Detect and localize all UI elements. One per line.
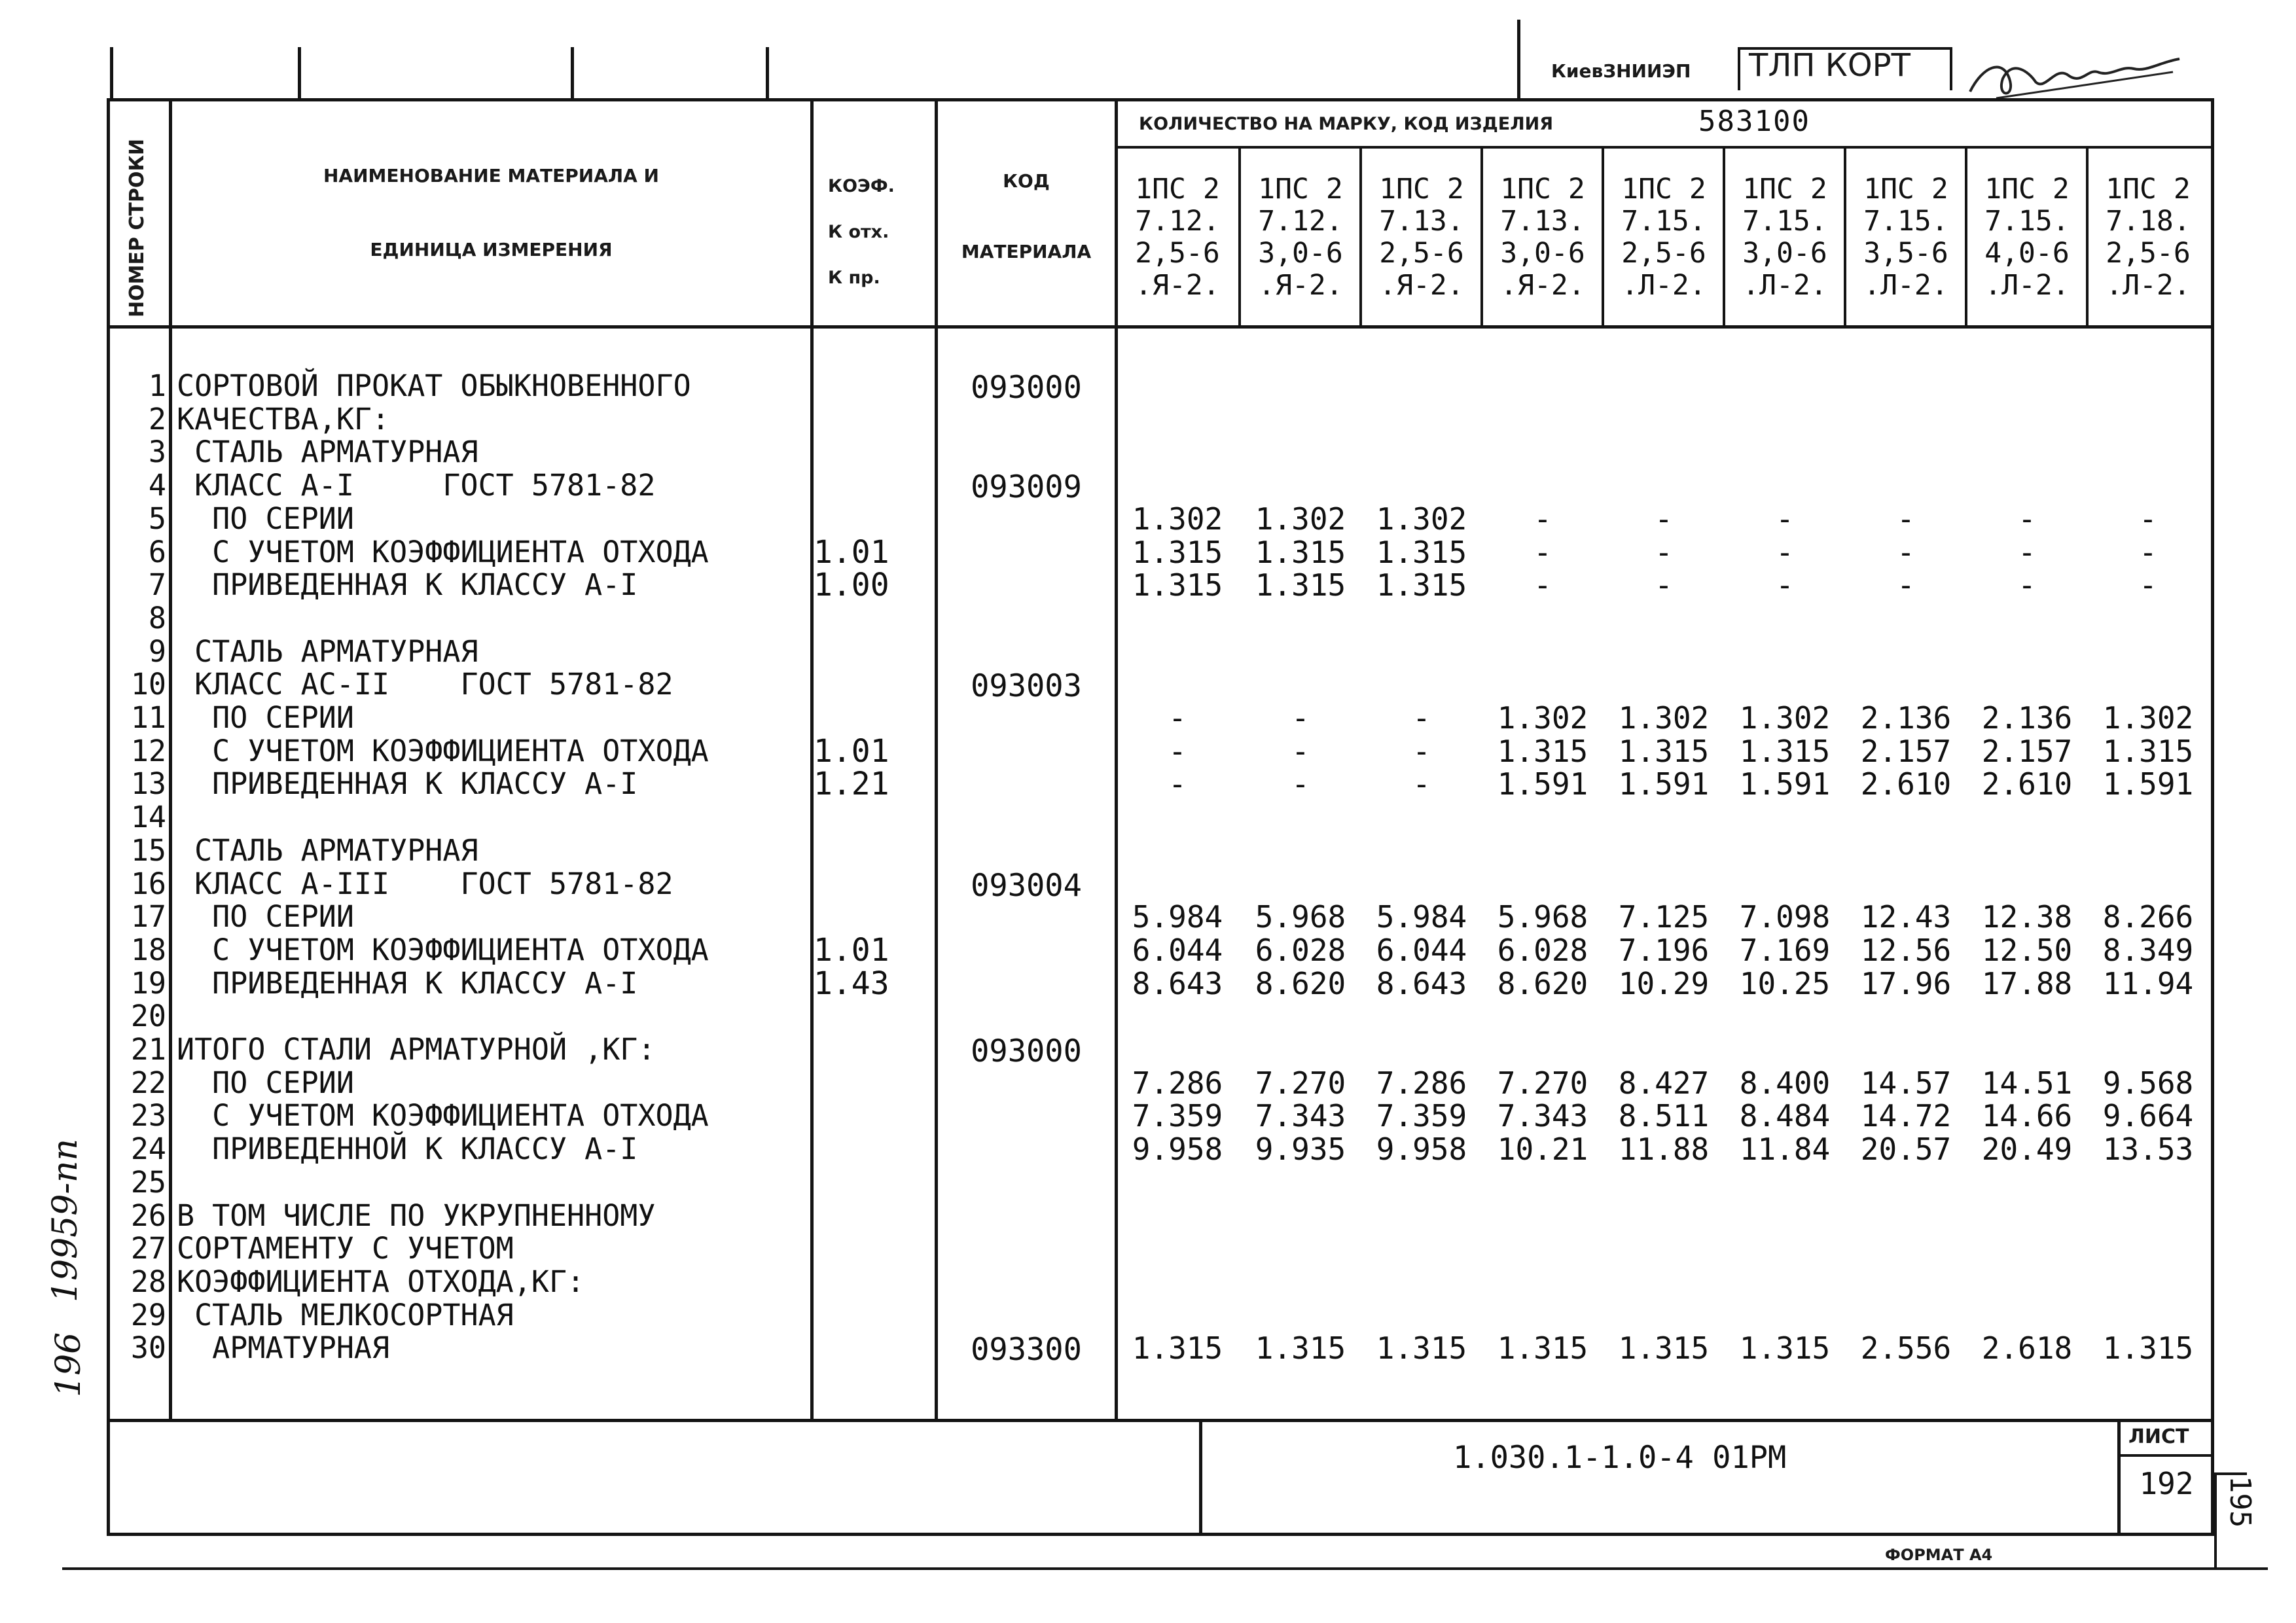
row-number: 28 <box>130 1264 166 1299</box>
row-number: 17 <box>130 899 166 934</box>
row-value: 1.315 <box>1376 1330 1467 1366</box>
row-material-code: 093300 <box>971 1332 1082 1368</box>
row-value: 14.66 <box>1981 1098 2073 1133</box>
row-value: 7.125 <box>1618 899 1710 935</box>
row-coefficient: 1.01 <box>814 534 889 571</box>
row-value: 1.302 <box>1376 501 1467 537</box>
row-value: - <box>2139 567 2157 603</box>
row-value: 20.49 <box>1981 1132 2073 1167</box>
column-header: 1ПС 2 7.15. 2,5-6 .Л-2. <box>1621 173 1706 302</box>
row-value: 2.610 <box>1981 766 2073 802</box>
row-number: 15 <box>130 833 166 868</box>
row-description: КЛАСС А-III ГОСТ 5781-82 <box>177 866 673 901</box>
margin-page: 196 <box>49 1332 88 1397</box>
row-description: ПО СЕРИИ <box>177 501 354 536</box>
column-header: 1ПС 2 7.13. 3,0-6 .Я-2. <box>1500 173 1585 302</box>
row-value: 9.568 <box>2102 1065 2194 1101</box>
row-value: 9.958 <box>1376 1132 1467 1167</box>
row-value: 7.196 <box>1618 933 1710 968</box>
row-value: 14.72 <box>1860 1098 1952 1133</box>
row-value: 1.315 <box>1376 535 1467 570</box>
product-code: 583100 <box>1698 105 1810 138</box>
row-material-code: 093003 <box>971 668 1082 704</box>
row-value: 12.50 <box>1981 933 2073 968</box>
row-value: 1.315 <box>2102 1330 2194 1366</box>
row-value: 2.157 <box>1860 734 1952 769</box>
row-value: - <box>1412 766 1431 802</box>
row-number: 20 <box>130 999 166 1033</box>
row-value: 2.610 <box>1860 766 1952 802</box>
row-value: - <box>1776 567 1794 603</box>
row-value: 1.591 <box>1618 766 1710 802</box>
row-description: КЛАСС АС-II ГОСТ 5781-82 <box>177 667 673 702</box>
row-value: 10.29 <box>1618 966 1710 1001</box>
row-coefficient: 1.01 <box>814 932 889 969</box>
row-value: - <box>1412 734 1431 769</box>
row-value: 1.302 <box>2102 700 2194 736</box>
stamp-org: КиевЗНИИЭП <box>1551 60 1691 82</box>
row-coefficient: 1.21 <box>814 766 889 802</box>
row-number: 25 <box>130 1165 166 1200</box>
row-number: 16 <box>130 866 166 901</box>
row-number: 12 <box>130 734 166 768</box>
row-value: 1.302 <box>1255 501 1346 537</box>
row-value: - <box>1897 567 1915 603</box>
margin-right: 195 <box>2223 1476 2257 1528</box>
row-number: 5 <box>148 501 166 536</box>
row-description: СТАЛЬ АРМАТУРНАЯ <box>177 435 478 469</box>
row-number: 26 <box>130 1198 166 1233</box>
row-value: - <box>2018 501 2036 537</box>
column-header: 1ПС 2 7.15. 3,5-6 .Л-2. <box>1863 173 1948 302</box>
row-value: 14.57 <box>1860 1065 1952 1101</box>
row-value: 10.25 <box>1739 966 1831 1001</box>
row-value: - <box>1776 535 1794 570</box>
column-header: 1ПС 2 7.15. 4,0-6 .Л-2. <box>1984 173 2070 302</box>
row-value: 8.349 <box>2102 933 2194 968</box>
row-value: - <box>1897 535 1915 570</box>
row-value: 17.88 <box>1981 966 2073 1001</box>
row-description: ИТОГО СТАЛИ АРМАТУРНОЙ ,КГ: <box>177 1032 656 1067</box>
row-value: 7.169 <box>1739 933 1831 968</box>
row-value: 11.88 <box>1618 1132 1710 1167</box>
row-value: 13.53 <box>2102 1132 2194 1167</box>
row-value: 9.935 <box>1255 1132 1346 1167</box>
row-value: 8.511 <box>1618 1098 1710 1133</box>
row-value: 1.315 <box>1255 535 1346 570</box>
row-description: ПРИВЕДЕННОЙ К КЛАССУ А-I <box>177 1132 638 1166</box>
row-value: 5.984 <box>1132 899 1223 935</box>
row-value: 7.270 <box>1255 1065 1346 1101</box>
row-coefficient: 1.01 <box>814 733 889 770</box>
row-description: СТАЛЬ МЕЛКОСОРТНАЯ <box>177 1298 514 1332</box>
row-description: ПРИВЕДЕННАЯ К КЛАССУ А-I <box>177 766 638 801</box>
row-value: 20.57 <box>1860 1132 1952 1167</box>
row-number: 21 <box>130 1032 166 1067</box>
row-coefficient: 1.43 <box>814 965 889 1002</box>
row-value: 1.315 <box>1132 1330 1223 1366</box>
row-number: 7 <box>148 567 166 602</box>
row-value: 8.643 <box>1376 966 1467 1001</box>
row-number: 3 <box>148 435 166 469</box>
row-number: 18 <box>130 933 166 967</box>
row-description: СТАЛЬ АРМАТУРНАЯ <box>177 634 478 669</box>
row-coefficient: 1.00 <box>814 567 889 603</box>
row-value: 1.315 <box>2102 734 2194 769</box>
row-value: - <box>1897 501 1915 537</box>
row-description: ПРИВЕДЕННАЯ К КЛАССУ А-I <box>177 966 638 1001</box>
row-value: 14.51 <box>1981 1065 2073 1101</box>
row-description: КОЭФФИЦИЕНТА ОТХОДА,КГ: <box>177 1264 585 1299</box>
row-number: 29 <box>130 1298 166 1332</box>
row-value: 11.84 <box>1739 1132 1831 1167</box>
row-number: 27 <box>130 1231 166 1266</box>
row-number: 19 <box>130 966 166 1001</box>
row-value: - <box>1168 734 1187 769</box>
row-value: - <box>1655 567 1673 603</box>
code-header: КОД МАТЕРИАЛА <box>961 169 1092 262</box>
row-value: 10.21 <box>1497 1132 1588 1167</box>
row-number: 30 <box>130 1330 166 1365</box>
row-number-header: НОМЕР СТРОКИ <box>126 139 149 317</box>
row-value: 5.968 <box>1255 899 1346 935</box>
row-value: - <box>1655 535 1673 570</box>
row-value: 1.315 <box>1255 1330 1346 1366</box>
row-value: 1.302 <box>1618 700 1710 736</box>
column-header: 1ПС 2 7.12. 3,0-6 .Я-2. <box>1258 173 1343 302</box>
row-number: 8 <box>148 601 166 635</box>
row-description: ПО СЕРИИ <box>177 1065 354 1100</box>
format-label: ФОРМАТ А4 <box>1885 1546 1993 1564</box>
row-value: 5.984 <box>1376 899 1467 935</box>
material-name-header: НАИМЕНОВАНИЕ МАТЕРИАЛА И ЕДИНИЦА ИЗМЕРЕНИЯ <box>323 165 659 260</box>
row-description: КЛАСС А-I ГОСТ 5781-82 <box>177 468 656 503</box>
quantity-header: КОЛИЧЕСТВО НА МАРКУ, КОД ИЗДЕЛИЯ <box>1139 114 1554 134</box>
row-description: С УЧЕТОМ КОЭФФИЦИЕНТА ОТХОДА <box>177 734 709 768</box>
row-value: - <box>1534 567 1552 603</box>
row-value: - <box>1412 700 1431 736</box>
row-value: 2.556 <box>1860 1330 1952 1366</box>
row-value: - <box>1534 501 1552 537</box>
document-code: 1.030.1-1.0-4 01РМ <box>1453 1440 1787 1476</box>
row-value: - <box>2018 535 2036 570</box>
column-header: 1ПС 2 7.12. 2,5-6 .Я-2. <box>1135 173 1220 302</box>
row-value: 2.618 <box>1981 1330 2073 1366</box>
row-value: 7.286 <box>1132 1065 1223 1101</box>
column-header: 1ПС 2 7.13. 2,5-6 .Я-2. <box>1379 173 1464 302</box>
row-number: 24 <box>130 1132 166 1166</box>
row-number: 6 <box>148 535 166 569</box>
row-value: 8.400 <box>1739 1065 1831 1101</box>
row-value: 1.302 <box>1497 700 1588 736</box>
row-number: 14 <box>130 800 166 834</box>
row-value: 7.343 <box>1255 1098 1346 1133</box>
row-value: 1.302 <box>1132 501 1223 537</box>
row-value: 7.359 <box>1376 1098 1467 1133</box>
row-material-code: 093004 <box>971 868 1082 904</box>
row-value: 7.343 <box>1497 1098 1588 1133</box>
row-value: 7.286 <box>1376 1065 1467 1101</box>
row-value: 2.157 <box>1981 734 2073 769</box>
row-description: КАЧЕСТВА,КГ: <box>177 402 390 437</box>
row-value: 9.958 <box>1132 1132 1223 1167</box>
row-value: - <box>1291 734 1310 769</box>
row-value: 1.315 <box>1376 567 1467 603</box>
row-number: 13 <box>130 766 166 801</box>
column-header: 1ПС 2 7.18. 2,5-6 .Л-2. <box>2106 173 2191 302</box>
row-description: ПРИВЕДЕННАЯ К КЛАССУ А-I <box>177 567 638 602</box>
row-description: ПО СЕРИИ <box>177 899 354 934</box>
row-value: 1.315 <box>1497 734 1588 769</box>
row-value: 17.96 <box>1860 966 1952 1001</box>
row-value: 8.620 <box>1497 966 1588 1001</box>
row-value: - <box>1291 766 1310 802</box>
row-value: 6.044 <box>1132 933 1223 968</box>
row-value: 1.315 <box>1132 567 1223 603</box>
row-value: 1.315 <box>1618 1330 1710 1366</box>
row-number: 11 <box>130 700 166 735</box>
coef-header: КОЭФ. К отх. К пр. <box>828 176 895 288</box>
row-value: - <box>1168 766 1187 802</box>
row-value: - <box>2139 501 2157 537</box>
row-value: - <box>1168 700 1187 736</box>
row-value: 6.044 <box>1376 933 1467 968</box>
margin-series: 19959-пп <box>46 1139 85 1302</box>
row-description: АРМАТУРНАЯ <box>177 1330 390 1365</box>
row-value: 2.136 <box>1860 700 1952 736</box>
row-value: 2.136 <box>1981 700 2073 736</box>
row-description: СОРТАМЕНТУ С УЧЕТОМ <box>177 1231 514 1266</box>
row-value: - <box>1776 501 1794 537</box>
row-value: 1.591 <box>2102 766 2194 802</box>
row-description: С УЧЕТОМ КОЭФФИЦИЕНТА ОТХОДА <box>177 1098 709 1133</box>
row-value: - <box>1534 535 1552 570</box>
row-value: 1.591 <box>1497 766 1588 802</box>
row-value: 9.664 <box>2102 1098 2194 1133</box>
row-description: С УЧЕТОМ КОЭФФИЦИЕНТА ОТХОДА <box>177 535 709 569</box>
row-value: 8.427 <box>1618 1065 1710 1101</box>
row-value: 1.315 <box>1739 1330 1831 1366</box>
row-value: 1.315 <box>1739 734 1831 769</box>
stamp-program: ТЛП КОРТ <box>1749 47 1910 84</box>
row-description: ПО СЕРИИ <box>177 700 354 735</box>
row-description: СОРТОВОЙ ПРОКАТ ОБЫКНОВЕННОГО <box>177 368 691 403</box>
column-header: 1ПС 2 7.15. 3,0-6 .Л-2. <box>1742 173 1827 302</box>
row-value: 8.643 <box>1132 966 1223 1001</box>
row-value: - <box>2018 567 2036 603</box>
row-number: 23 <box>130 1098 166 1133</box>
row-value: 6.028 <box>1497 933 1588 968</box>
row-number: 22 <box>130 1065 166 1100</box>
row-material-code: 093009 <box>971 469 1082 505</box>
sheet-number: 192 <box>2139 1466 2194 1501</box>
row-number: 1 <box>148 368 166 403</box>
row-number: 9 <box>148 634 166 669</box>
row-value: 1.315 <box>1497 1330 1588 1366</box>
row-value: - <box>1291 700 1310 736</box>
row-material-code: 093000 <box>971 1033 1082 1069</box>
row-description: СТАЛЬ АРМАТУРНАЯ <box>177 833 478 868</box>
row-material-code: 093000 <box>971 370 1082 406</box>
row-value: 12.43 <box>1860 899 1952 935</box>
row-description: В ТОМ ЧИСЛЕ ПО УКРУПНЕННОМУ <box>177 1198 656 1233</box>
row-value: 1.302 <box>1739 700 1831 736</box>
row-value: 7.359 <box>1132 1098 1223 1133</box>
row-value: 7.270 <box>1497 1065 1588 1101</box>
row-number: 10 <box>130 667 166 702</box>
row-value: 11.94 <box>2102 966 2194 1001</box>
row-value: 8.620 <box>1255 966 1346 1001</box>
row-number: 4 <box>148 468 166 503</box>
row-value: - <box>2139 535 2157 570</box>
row-value: 1.315 <box>1618 734 1710 769</box>
row-number: 2 <box>148 402 166 437</box>
row-value: 1.591 <box>1739 766 1831 802</box>
row-value: 12.38 <box>1981 899 2073 935</box>
sheet-label: ЛИСТ <box>2128 1425 2189 1448</box>
row-value: 7.098 <box>1739 899 1831 935</box>
row-description: С УЧЕТОМ КОЭФФИЦИЕНТА ОТХОДА <box>177 933 709 967</box>
row-value: 5.968 <box>1497 899 1588 935</box>
row-value: 1.315 <box>1255 567 1346 603</box>
row-value: 1.315 <box>1132 535 1223 570</box>
row-value: 12.56 <box>1860 933 1952 968</box>
row-value: - <box>1655 501 1673 537</box>
row-value: 8.266 <box>2102 899 2194 935</box>
row-value: 6.028 <box>1255 933 1346 968</box>
row-value: 8.484 <box>1739 1098 1831 1133</box>
